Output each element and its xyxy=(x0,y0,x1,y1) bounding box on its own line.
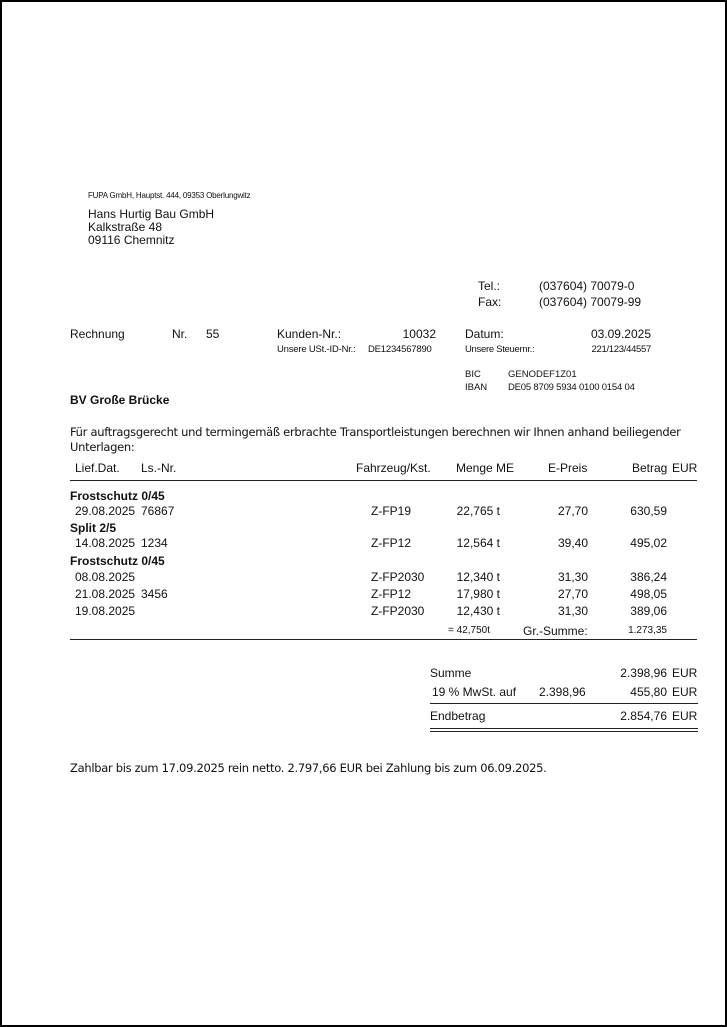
intro-text-2: Unterlagen: xyxy=(70,440,135,454)
row-ls: 76867 xyxy=(141,504,175,518)
row-qty: 12,430 t xyxy=(456,604,500,618)
row-date: 21.08.2025 xyxy=(75,587,136,601)
col-header-currency: EUR xyxy=(672,461,698,475)
group-title: Frostschutz 0/45 xyxy=(70,489,165,503)
row-ls: 3456 xyxy=(141,587,168,601)
intro-text: Für auftragsgerecht und termingemäß erbrachte Transportleistungen berechnen wir Ihnen anhand beiliegender xyxy=(70,425,681,439)
row-amount: 389,06 xyxy=(630,604,667,618)
group-title: Split 2/5 xyxy=(70,521,117,535)
recipient-city: 09116 Chemnitz xyxy=(88,233,175,247)
invoice-nr-label: Nr. xyxy=(172,327,188,341)
row-amount: 630,59 xyxy=(630,504,667,518)
invoice-nr: 55 xyxy=(206,327,220,341)
row-date: 29.08.2025 xyxy=(75,504,136,518)
col-header-ls: Ls.-Nr. xyxy=(141,461,177,475)
row-amount: 495,02 xyxy=(630,536,667,550)
gross-sum-label: Gr.-Summe: xyxy=(523,624,588,638)
customer-nr-label: Kunden-Nr.: xyxy=(277,327,342,341)
sum-currency: EUR xyxy=(672,666,698,680)
row-date: 08.08.2025 xyxy=(75,570,136,584)
vat-id-label: Unsere USt.-ID-Nr.: xyxy=(277,344,356,355)
row-price: 31,30 xyxy=(557,570,588,584)
row-price: 39,40 xyxy=(557,536,588,550)
row-amount: 386,24 xyxy=(630,570,667,584)
row-date: 14.08.2025 xyxy=(75,536,136,550)
invoice-type: Rechnung xyxy=(70,327,125,341)
tax-nr: 221/123/44557 xyxy=(591,344,651,355)
final-double-line-bottom xyxy=(430,731,698,732)
vat-label: 19 % MwSt. auf xyxy=(432,685,517,699)
final-currency: EUR xyxy=(672,709,698,723)
fax-value: (037604) 70079-99 xyxy=(539,295,642,309)
row-ls: 1234 xyxy=(141,536,168,550)
final-double-line-top xyxy=(430,728,698,729)
payment-terms: Zahlbar bis zum 17.09.2025 rein netto. 2.797,66 EUR bei Zahlung bis zum 06.09.2025. xyxy=(70,761,547,775)
table-bottom-divider xyxy=(70,639,697,640)
col-header-date: Lief.Dat. xyxy=(75,461,120,475)
fax-label: Fax: xyxy=(478,295,502,309)
vat-base: 2.398,96 xyxy=(539,685,586,699)
row-amount: 498,05 xyxy=(630,587,667,601)
sender-line: FUPA GmbH, Hauptst. 444, 09353 Oberlungwitz xyxy=(88,191,251,200)
project-title: BV Große Brücke xyxy=(70,393,170,407)
row-price: 27,70 xyxy=(557,587,588,601)
invoice-date: 03.09.2025 xyxy=(590,327,651,341)
group-title: Frostschutz 0/45 xyxy=(70,554,165,568)
header-divider xyxy=(70,480,697,481)
row-price: 27,70 xyxy=(557,504,588,518)
row-vehicle: Z-FP2030 xyxy=(371,570,425,584)
vat-currency: EUR xyxy=(672,685,698,699)
recipient-street: Kalkstraße 48 xyxy=(88,220,163,234)
recipient-name: Hans Hurtig Bau GmbH xyxy=(88,207,215,221)
final-label: Endbetrag xyxy=(430,709,486,723)
tel-label: Tel.: xyxy=(478,279,501,293)
total-qty: = 42,750t xyxy=(448,625,490,636)
totals-divider xyxy=(430,703,698,704)
row-qty: 22,765 t xyxy=(456,504,500,518)
vat-id: DE1234567890 xyxy=(368,344,432,355)
row-vehicle: Z-FP12 xyxy=(371,536,412,550)
col-header-qty: Menge ME xyxy=(456,461,515,475)
row-qty: 12,340 t xyxy=(456,570,500,584)
bic-label: BIC xyxy=(465,369,481,380)
row-qty: 17,980 t xyxy=(456,587,500,601)
vat-value: 455,80 xyxy=(630,685,667,699)
row-date: 19.08.2025 xyxy=(75,604,136,618)
row-price: 31,30 xyxy=(557,604,588,618)
tel-value: (037604) 70079-0 xyxy=(539,279,635,293)
final-value: 2.854,76 xyxy=(620,709,667,723)
gross-sum: 1.273,35 xyxy=(628,625,667,636)
col-header-price: E-Preis xyxy=(548,461,588,475)
sum-value: 2.398,96 xyxy=(620,666,667,680)
row-vehicle: Z-FP2030 xyxy=(371,604,425,618)
col-header-vehicle: Fahrzeug/Kst. xyxy=(356,461,431,475)
sum-label: Summe xyxy=(430,666,472,680)
row-vehicle: Z-FP19 xyxy=(371,504,412,518)
customer-nr: 10032 xyxy=(402,327,436,341)
row-vehicle: Z-FP12 xyxy=(371,587,412,601)
iban-value: DE05 8709 5934 0100 0154 04 xyxy=(508,382,635,393)
bic-value: GENODEF1Z01 xyxy=(508,369,577,380)
date-label: Datum: xyxy=(465,327,504,341)
iban-label: IBAN xyxy=(465,382,488,393)
tax-nr-label: Unsere Steuernr.: xyxy=(465,344,535,355)
row-qty: 12,564 t xyxy=(456,536,500,550)
col-header-amount: Betrag xyxy=(632,461,668,475)
